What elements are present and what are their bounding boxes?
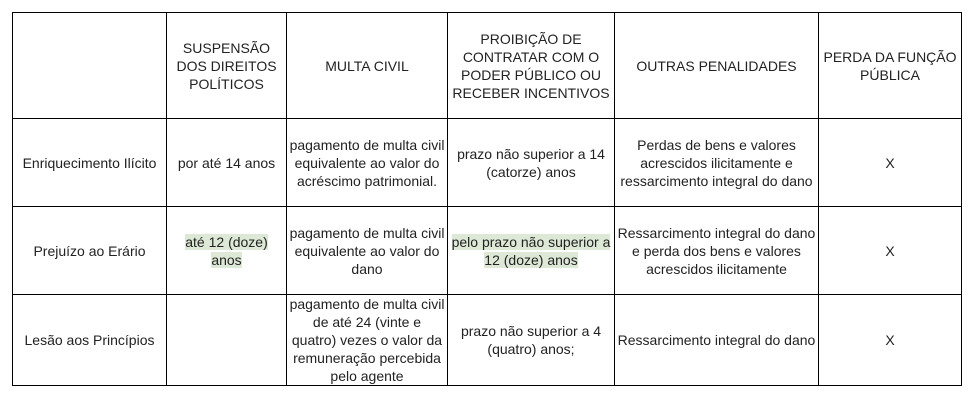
cell-multa: pagamento de multa civil equivalente ao valor do acréscimo patrimonial.	[287, 119, 448, 207]
cell-suspensao	[167, 295, 287, 386]
cell-multa: pagamento de multa civil equivalente ao valor do dano	[287, 207, 448, 295]
table-row	[13, 119, 962, 207]
cell-outras: Ressarcimento integral do dano e perda dos bens e valores acrescidos ilicitamente	[615, 207, 819, 295]
row-label: Enriquecimento Ilícito	[13, 119, 167, 207]
cell-perda-mark: X	[819, 295, 962, 386]
table-row	[13, 295, 962, 386]
penalties-table	[12, 12, 962, 386]
cell-suspensao	[167, 207, 287, 295]
table-row	[13, 207, 962, 295]
cell-multa: pagamento de multa civil de até 24 (vinte e quatro) vezes o valor da remuneração percebida pelo agente	[287, 295, 448, 386]
cell-perda-mark: X	[819, 119, 962, 207]
header-perda-funcao: PERDA DA FUNÇÃO PÚBLICA	[819, 13, 962, 119]
highlighted-text: pelo prazo não superior a 12 (doze) anos	[451, 233, 611, 268]
table-header-row	[13, 13, 962, 119]
cell-outras: Perdas de bens e valores acrescidos ilicitamente e ressarcimento integral do dano	[615, 119, 819, 207]
cell-perda-mark: X	[819, 207, 962, 295]
header-suspensao: SUSPENSÃO DOS DIREITOS POLÍTICOS	[167, 13, 287, 119]
cell-proibicao	[448, 207, 615, 295]
cell-suspensao: por até 14 anos	[167, 119, 287, 207]
header-empty-cell	[13, 13, 167, 119]
header-proibicao: PROIBIÇÃO DE CONTRATAR COM O PODER PÚBLICO OU RECEBER INCENTIVOS	[448, 13, 615, 119]
header-outras-penalidades: OUTRAS PENALIDADES	[615, 13, 819, 119]
cell-proibicao: prazo não superior a 4 (quatro) anos;	[448, 295, 615, 386]
header-multa-civil: MULTA CIVIL	[287, 13, 448, 119]
row-label: Lesão aos Princípios	[13, 295, 167, 386]
highlighted-text: até 12 (doze) anos	[185, 233, 268, 268]
cell-proibicao: prazo não superior a 14 (catorze) anos	[448, 119, 615, 207]
cell-outras: Ressarcimento integral do dano	[615, 295, 819, 386]
row-label: Prejuízo ao Erário	[13, 207, 167, 295]
